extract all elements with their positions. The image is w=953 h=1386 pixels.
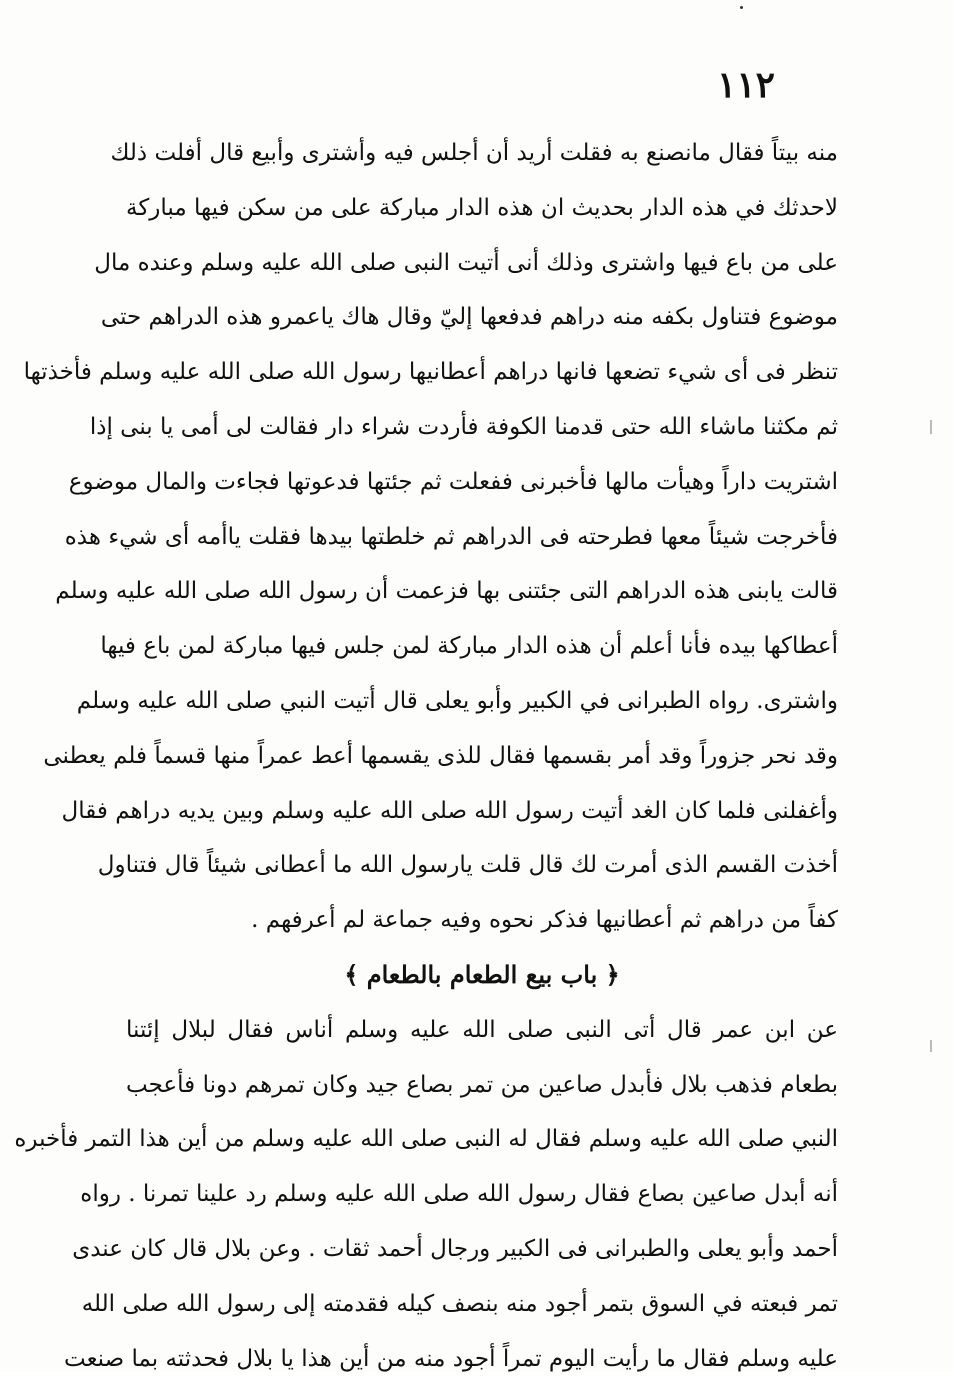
text-line: النبي صلى الله عليه وسلم فقال له النبى صلى الله عليه وسلم من أين هذا التمر فأخبره [14, 1126, 838, 1153]
text-line: تمر فبعته في السوق بتمر أجود منه بنصف كيله فقدمته إلى رسول الله صلى الله [81, 1290, 838, 1317]
text-line: عليه وسلم فقال ما رأيت اليوم تمراً أجود منه من أين هذا يا بلال فحدثته بما صنعت [63, 1345, 838, 1372]
text-line: أحمد وأبو يعلى والطبرانى فى الكبير ورجال أحمد ثقات . وعن بلال قال كان عندى [72, 1235, 838, 1262]
text-line: تنظر فى أى شيء تضعها فانها دراهم أعطانيها رسول الله صلى الله عليه وسلم فأخذتها [23, 359, 838, 386]
page-edge-mark [930, 1040, 932, 1052]
text-line: أنه أبدل صاعين بصاع فقال رسول الله صلى الله عليه وسلم رد علينا تمرنا . رواه [80, 1181, 838, 1208]
text-line: اشتريت داراً وهيأت مالها فأخبرنى ففعلت ثم جئتها فدعوتها فجاءت والمال موضوع [68, 468, 838, 495]
text-line: فأخرجت شيئاً معها فطرحته فى الدراهم ثم خلطتها بيدها فقلت ياأمه أى شيء هذه [64, 523, 838, 550]
text-line: وقد نحر جزوراً وقد أمر بقسمها فقال للذى يقسمها أعط عمراً منها قسماً فلم يعطنى [43, 742, 838, 769]
text-line: على من باع فيها واشترى وذلك أنى أتيت النبى صلى الله عليه وسلم وعنده مال [94, 249, 838, 276]
text-line: واشترى. رواه الطبرانى في الكبير وأبو يعلى قال أتيت النبي صلى الله عليه وسلم [76, 687, 838, 714]
page-number: ١١٢ [716, 64, 775, 106]
text-line: عن ابن عمر قال أتى النبى صلى الله عليه وسلم أناس فقال لبلال إئتنا [126, 1016, 838, 1043]
text-line: منه بيتاً فقال مانصنع به فقلت أريد أن أجلس فيه وأشترى وأبيع قال أفلت ذلك [110, 140, 838, 166]
text-line: بطعام فذهب بلال فأبدل صاعين من تمر بصاع جيد وكان تمرهم دونا فأعجب [126, 1071, 838, 1098]
page-edge-mark [930, 420, 932, 434]
text-line: أعطاكها بيده فأنا أعلم أن هذه الدار مباركة لمن جلس فيها مباركة لمن باع فيها [100, 633, 838, 660]
paragraph-bab-food [14, 1003, 838, 1386]
text-line: لاحدثك في هذه الدار بحديث ان هذه الدار مباركة على من سكن فيها مباركة [126, 194, 838, 221]
ink-speck [740, 6, 743, 9]
text-line: أخذت القسم الذى أمرت لك قال قلت يارسول الله ما أعطانى شيئاً قال فتناول [97, 852, 838, 879]
chapter-heading: ﴿ باب بيع الطعام بالطعام ﴾ [344, 959, 620, 989]
text-line: وأغفلنى فلما كان الغد أتيت رسول الله صلى الله عليه وسلم وبين يديه دراهم فقال [61, 797, 838, 824]
paragraph-hadith-amr [23, 126, 838, 948]
text-line: ثم مكثنا ماشاء الله حتى قدمنا الكوفة فأردت شراء دار فقالت لى أمى يا بنى إذا [89, 413, 838, 440]
text-line: قالت يابنى هذه الدراهم التى جئتنى بها فزعمت أن رسول الله صلى الله عليه وسلم [55, 578, 838, 605]
main-text [14, 126, 838, 1386]
text-line: موضوع فتناول بكفه منه دراهم فدفعها إليّ وقال هاك ياعمرو هذه الدراهم حتى [100, 304, 838, 331]
text-line: كفاً من دراهم ثم أعطانيها فذكر نحوه وفيه جماعة لم أعرفهم . [251, 907, 838, 934]
